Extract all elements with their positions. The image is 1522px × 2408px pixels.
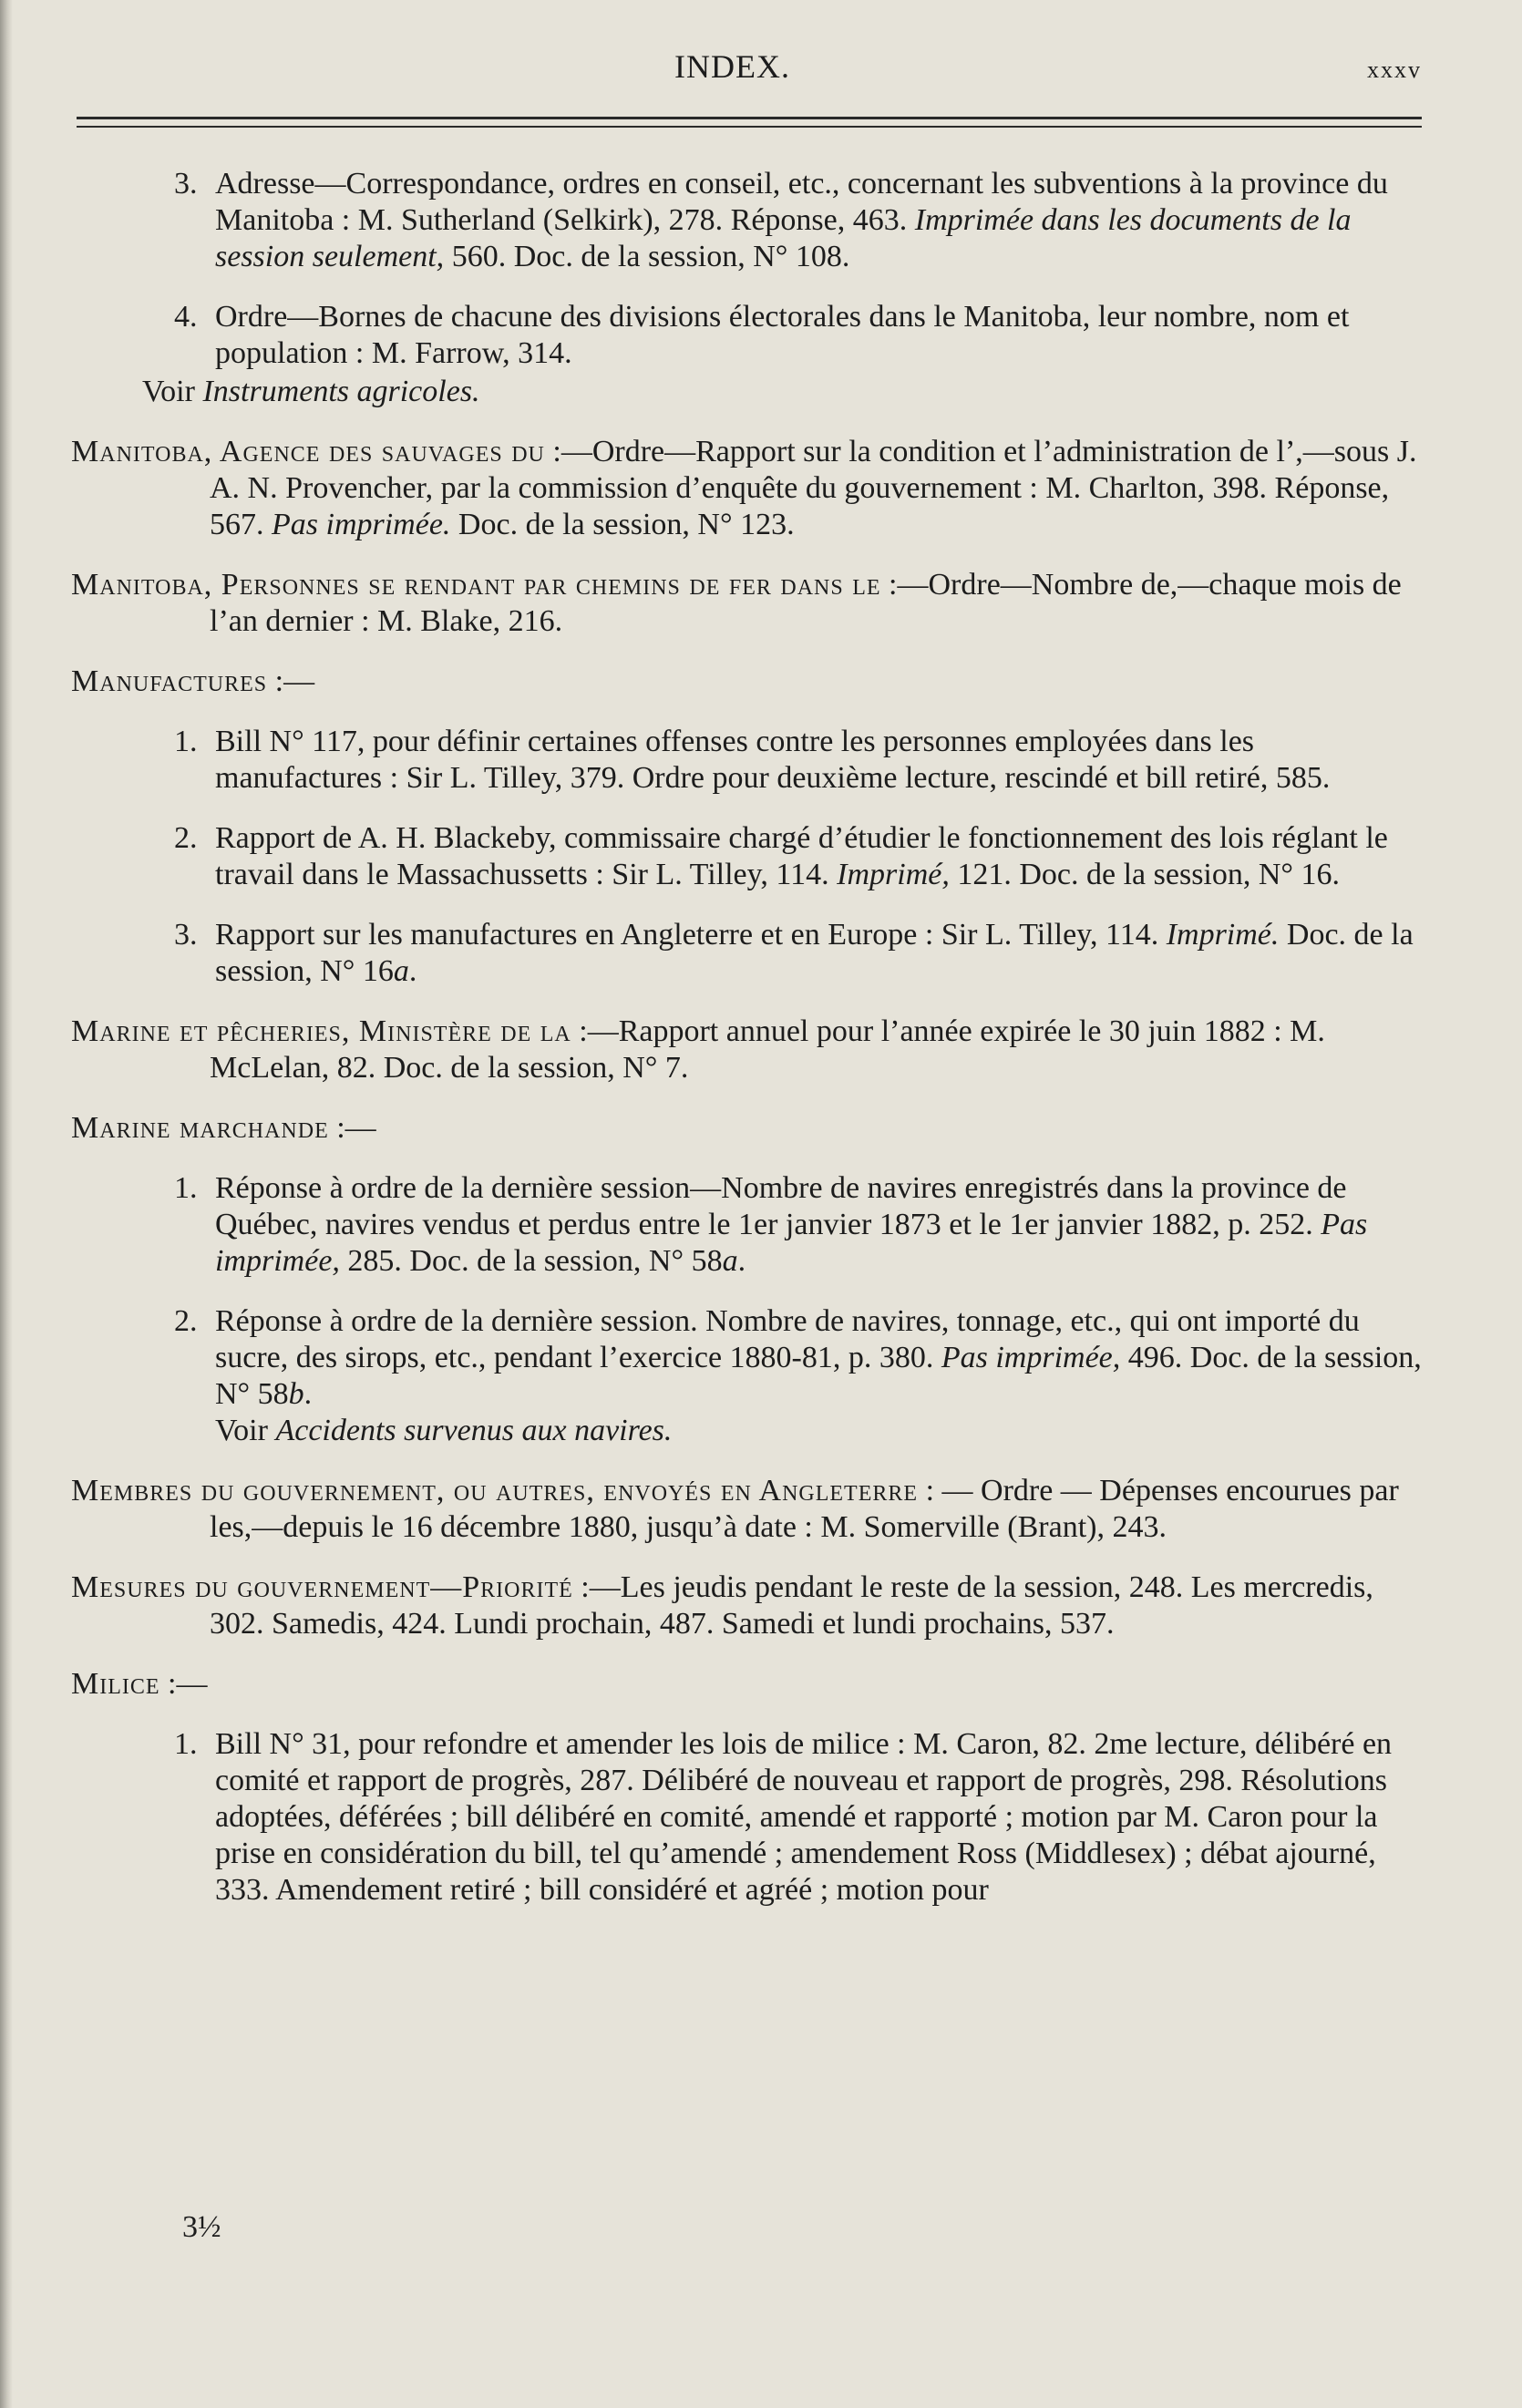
subentry-number: 3. bbox=[174, 167, 198, 201]
subentry-number: 1. bbox=[174, 1727, 198, 1761]
index-subentry bbox=[71, 299, 1422, 372]
index-subentry bbox=[71, 166, 1422, 275]
index-heading: Marine et pêcheries, Ministère de la bbox=[71, 1014, 571, 1048]
index-entry bbox=[71, 567, 1422, 640]
entry-text: . bbox=[737, 1244, 746, 1278]
italic-text: Imprimé. bbox=[1166, 918, 1280, 952]
page-number: xxxv bbox=[1367, 57, 1422, 83]
rule-top bbox=[77, 117, 1422, 119]
index-heading: Manufactures bbox=[71, 664, 268, 698]
italic-text: Pas imprimée, bbox=[215, 1208, 1368, 1278]
index-entry bbox=[71, 434, 1422, 543]
index-subentry bbox=[71, 917, 1422, 990]
entry-text: Adresse—Correspondance, ordres en conseil, etc., concernant les subventions à la province du Manitoba : M. Sutherland (Selkirk), 278. Réponse, 463. bbox=[215, 167, 1388, 237]
entry-text: :— bbox=[267, 664, 315, 698]
index-heading: Mesures du gouvernement—Priorité bbox=[71, 1570, 573, 1604]
subentry-number: 4. bbox=[174, 300, 198, 334]
index-subentry bbox=[71, 1726, 1422, 1909]
entry-text: Doc. de la session, N° 16 bbox=[215, 918, 1414, 988]
header-double-rule bbox=[77, 117, 1422, 128]
italic-text: Instruments agricoles. bbox=[202, 375, 480, 408]
entry-text: Bill N° 31, pour refondre et amender les lois de milice : M. Caron, 82. 2me lecture, délibéré en comité et rapport de progrès, 287. Délibéré de nouveau et rapport de progrès, 298. Résolutions adoptées, déférées ; bill délibéré en comité, amendé et rapporté ; motion par M. Caron pour la prise en considération du bill, tel qu’amendé ; amendement Ross (Middlesex) ; débat ajourné, 333. Amendement retiré ; bill considéré et agréé ; motion pour bbox=[215, 1727, 1393, 1907]
index-content bbox=[71, 166, 1422, 1932]
index-entry bbox=[71, 1014, 1422, 1086]
index-subentry bbox=[71, 1170, 1422, 1280]
entry-text: :— bbox=[328, 1111, 376, 1145]
entry-text: Voir bbox=[142, 375, 203, 408]
entry-text: Rapport sur les manufactures en Angleterre et en Europe : Sir L. Tilley, 114. bbox=[215, 918, 1167, 952]
see-also-reference bbox=[71, 374, 1422, 410]
entry-text: Réponse à ordre de la dernière session. Nombre de navires, tonnage, etc., qui ont importé du sucre, des sirops, etc., pendant l’exercice 1880-81, p. 380. bbox=[215, 1304, 1360, 1374]
entry-text: :—Ordre—Rapport sur la condition et l’administration de l’,—sous J. A. N. Provencher, par la commission d’enquête du gouvernement : M. Charlton, 398. Réponse, 567. bbox=[210, 435, 1417, 541]
index-entry bbox=[71, 664, 1422, 700]
page-binding-edge bbox=[0, 0, 13, 2408]
index-subentry bbox=[71, 820, 1422, 893]
see-also-reference bbox=[215, 1413, 1422, 1449]
entry-text: Réponse à ordre de la dernière session—Nombre de navires enregistrés dans la province de Québec, navires vendus et perdus entre le 1er janvier 1873 et le 1er janvier 1882, p. 252. bbox=[215, 1171, 1347, 1241]
entry-text: : — Ordre — Dépenses encourues par les,—depuis le 16 décembre 1880, jusqu’à date : M. Somerville (Brant), 243. bbox=[210, 1474, 1399, 1544]
index-subentry bbox=[71, 724, 1422, 797]
entry-text: :— bbox=[159, 1667, 208, 1701]
entry-text: :—Les jeudis pendant le reste de la session, 248. Les mercredis, 302. Samedis, 424. Lundi prochain, 487. Samedi et lundi prochains, 537. bbox=[210, 1570, 1373, 1641]
italic-text: Pas imprimée. bbox=[272, 508, 451, 541]
index-heading: Milice bbox=[71, 1667, 160, 1701]
italic-text: Imprimée dans les documents de la session seulement, bbox=[215, 203, 1352, 273]
index-entry bbox=[71, 1473, 1422, 1546]
italic-text: Accidents survenus aux navires. bbox=[275, 1414, 673, 1447]
italic-text: b bbox=[288, 1377, 304, 1411]
subentry-number: 1. bbox=[174, 1171, 198, 1205]
index-heading: Marine marchande bbox=[71, 1111, 329, 1145]
entry-text: 121. Doc. de la session, N° 16. bbox=[949, 858, 1341, 891]
signature-mark: 3½ bbox=[182, 2210, 221, 2244]
entry-text: 560. Doc. de la session, N° 108. bbox=[444, 240, 850, 273]
entry-text: Rapport de A. H. Blackeby, commissaire chargé d’étudier le fonctionnement des lois réglant le travail dans le Massachussetts : Sir L. Tilley, 114. bbox=[215, 821, 1388, 891]
italic-text: a bbox=[722, 1244, 738, 1278]
entry-text: :—Ordre—Nombre de,—chaque mois de l’an dernier : M. Blake, 216. bbox=[210, 568, 1402, 638]
italic-text: Pas imprimée, bbox=[941, 1341, 1121, 1374]
index-heading: Manitoba, Personnes se rendant par chemins de fer dans le bbox=[71, 568, 881, 602]
index-heading: Membres du gouvernement, ou autres, envoyés en Angleterre bbox=[71, 1474, 919, 1508]
entry-text: . bbox=[408, 954, 417, 988]
rule-bottom bbox=[77, 126, 1422, 128]
index-entry bbox=[71, 1110, 1422, 1147]
page-title: INDEX. bbox=[674, 48, 790, 85]
index-entry bbox=[71, 1666, 1422, 1703]
italic-text: a bbox=[393, 954, 409, 988]
index-entry bbox=[71, 1569, 1422, 1642]
entry-text: :—Rapport annuel pour l’année expirée le 30 juin 1882 : M. McLelan, 82. Doc. de la session, N° 7. bbox=[210, 1014, 1325, 1085]
entry-text: 496. Doc. de la session, N° 58 bbox=[215, 1341, 1422, 1411]
entry-text: Ordre—Bornes de chacune des divisions électorales dans le Manitoba, leur nombre, nom et population : M. Farrow, 314. bbox=[215, 300, 1350, 370]
index-heading: Manitoba, Agence des sauvages du bbox=[71, 435, 545, 468]
subentry-number: 2. bbox=[174, 821, 198, 855]
entry-text: Voir bbox=[215, 1414, 276, 1447]
entry-text: . bbox=[303, 1377, 313, 1411]
entry-text: Doc. de la session, N° 123. bbox=[450, 508, 795, 541]
entry-text: Bill N° 117, pour définir certaines offenses contre les personnes employées dans les manufactures : Sir L. Tilley, 379. Ordre pour deuxième lecture, rescindé et bill retiré, 585. bbox=[215, 725, 1331, 795]
index-subentry bbox=[71, 1303, 1422, 1449]
subentry-number: 3. bbox=[174, 918, 198, 952]
italic-text: Imprimé, bbox=[837, 858, 950, 891]
subentry-number: 1. bbox=[174, 725, 198, 758]
entry-text: 285. Doc. de la session, N° 58 bbox=[339, 1244, 723, 1278]
page-header bbox=[73, 47, 1422, 84]
subentry-number: 2. bbox=[174, 1304, 198, 1338]
